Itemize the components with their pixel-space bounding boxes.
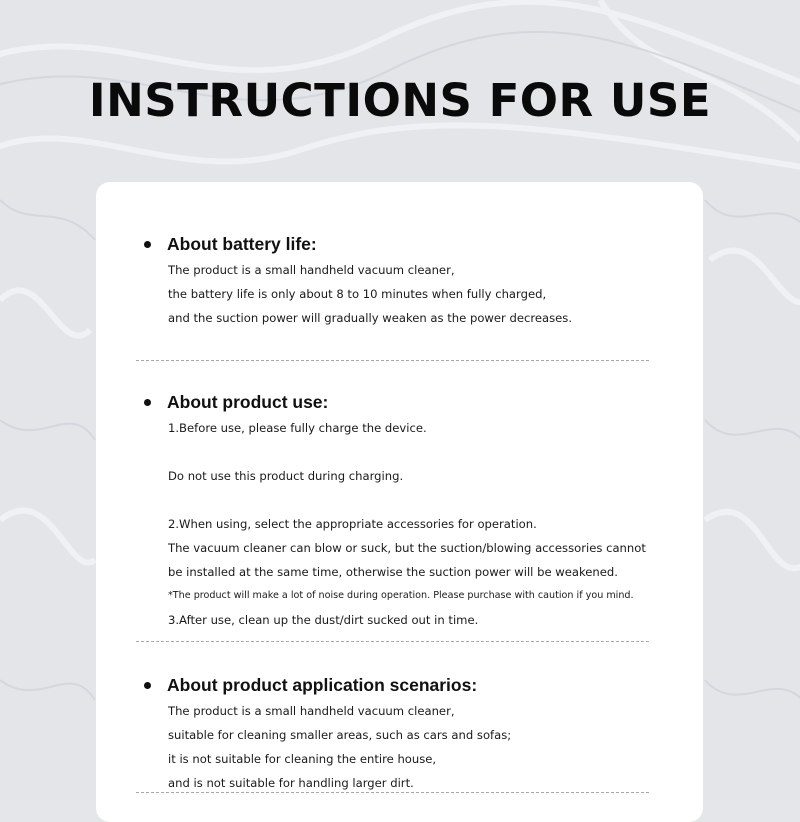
bullet-icon	[144, 241, 151, 248]
instructions-card	[96, 182, 703, 822]
section-line: and is not suitable for handling larger dirt.	[168, 776, 414, 790]
caution-note: *The product will make a lot of noise during operation. Please purchase with caution if you mind.	[168, 590, 634, 601]
section-line: be installed at the same time, otherwise the suction power will be weakened.	[168, 565, 618, 579]
section-divider	[136, 360, 649, 361]
section-line: 2.When using, select the appropriate accessories for operation.	[168, 517, 537, 531]
section-line: suitable for cleaning smaller areas, such as cars and sofas;	[168, 728, 512, 742]
section-divider	[136, 641, 649, 642]
product-use-heading-row	[144, 390, 328, 414]
section-line: The vacuum cleaner can blow or suck, but the suction/blowing accessories cannot	[168, 541, 646, 555]
section-line: Do not use this product during charging.	[168, 469, 404, 483]
section-line: The product is a small handheld vacuum cleaner,	[168, 704, 455, 718]
section-heading: About battery life:	[167, 233, 317, 254]
section-line: and the suction power will gradually weaken as the power decreases.	[168, 311, 573, 325]
page-title: INSTRUCTIONS FOR USE	[88, 74, 712, 127]
bullet-icon	[144, 399, 151, 406]
section-line: 1.Before use, please fully charge the device.	[168, 421, 427, 435]
section-line: 3.After use, clean up the dust/dirt sucked out in time.	[168, 613, 479, 627]
application-scenarios-heading-row	[144, 673, 477, 697]
section-line: The product is a small handheld vacuum cleaner,	[168, 263, 455, 277]
bullet-icon	[144, 682, 151, 689]
battery-life-heading-row	[144, 232, 317, 256]
section-heading: About product use:	[167, 391, 329, 412]
section-line: it is not suitable for cleaning the entire house,	[168, 752, 437, 766]
section-divider	[136, 792, 649, 793]
section-heading: About product application scenarios:	[167, 674, 478, 695]
section-line: the battery life is only about 8 to 10 minutes when fully charged,	[168, 287, 547, 301]
